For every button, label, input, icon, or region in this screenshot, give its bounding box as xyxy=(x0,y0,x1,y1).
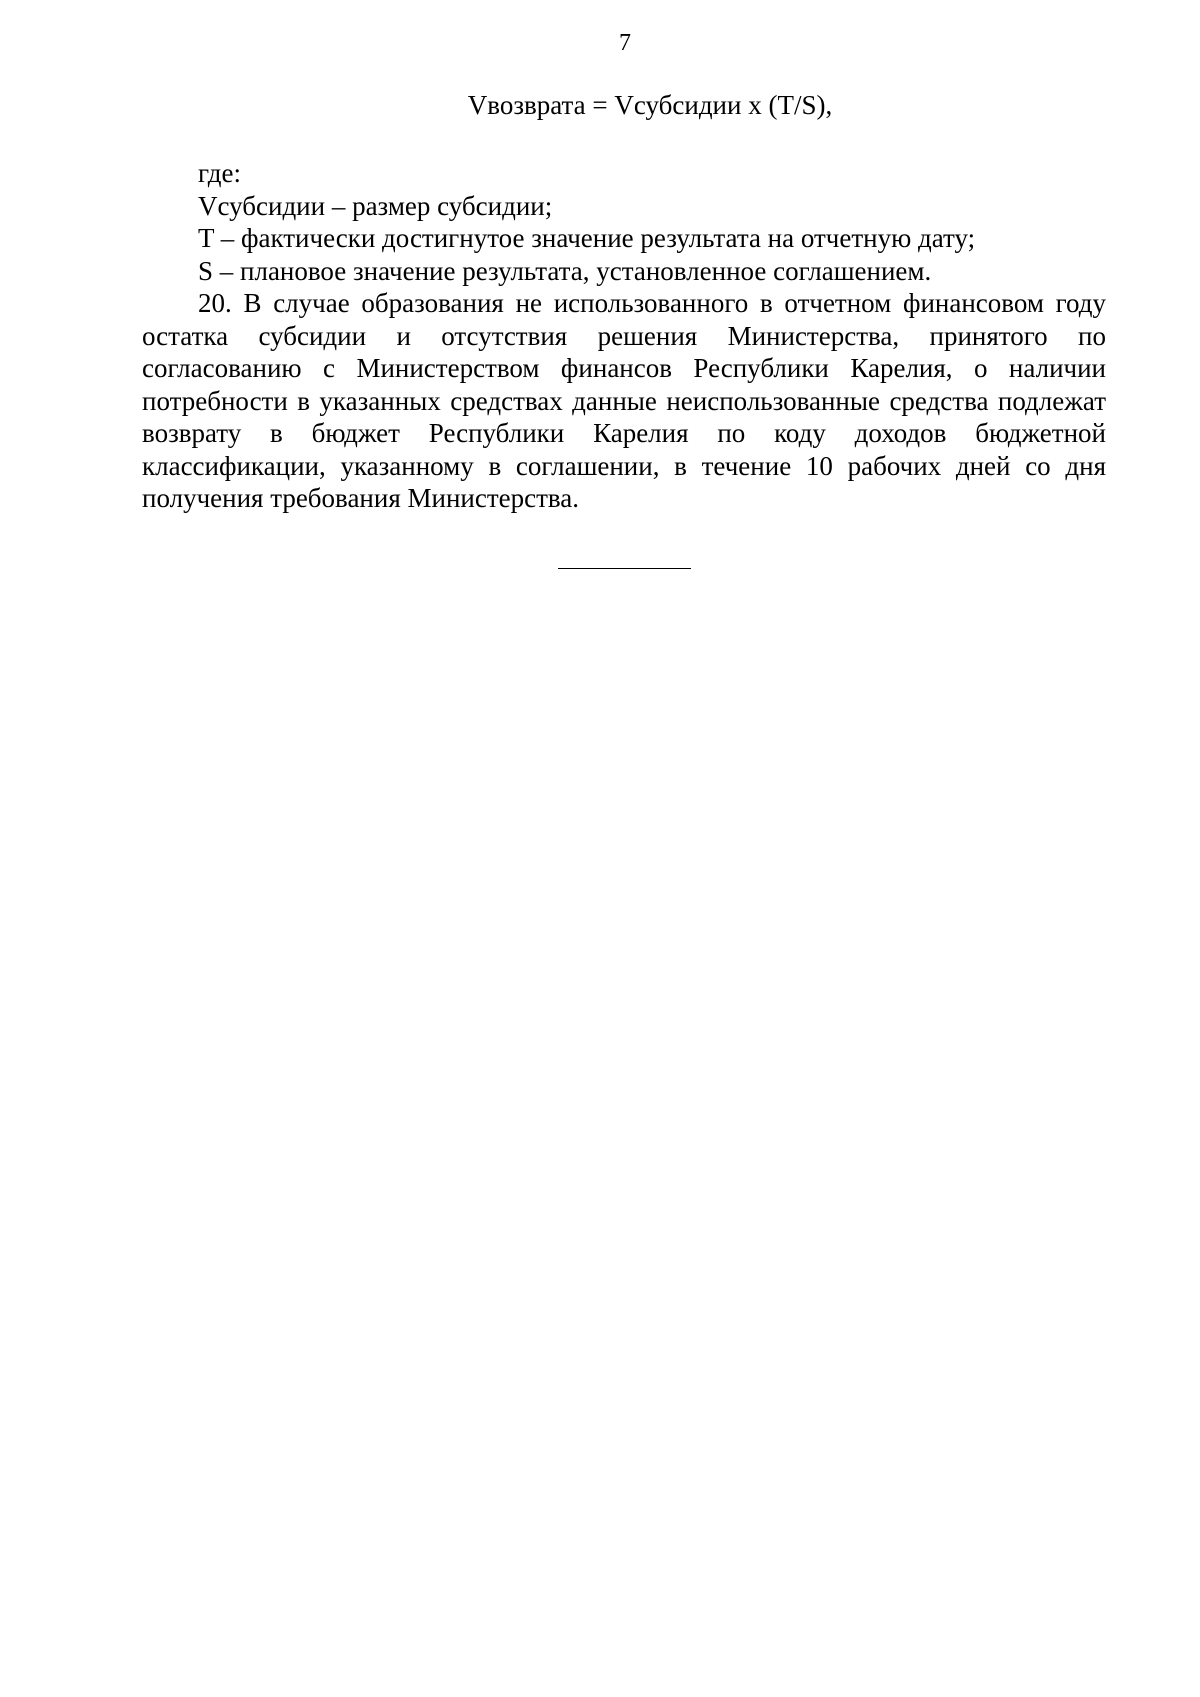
page-number: 7 xyxy=(619,30,631,56)
definition-subsidy-volume: Vсубсидии – размер субсидии; xyxy=(198,190,553,221)
definitions-intro: где: xyxy=(198,158,241,188)
document-body xyxy=(142,157,1106,515)
paragraph-20: 20. В случае образования не использованного в отчетном финансовом году остатка субсидии и отсутствия решения Министерства, принятого по согласованию с Министерством финансов Республики Карелия, о наличии потребности в указанных средствах данные неиспользованные средства подлежат возврату в бюджет Республики Карелия по коду доходов бюджетной классификации, указанному в соглашении, в течение 10 рабочих дней со дня получения требования Министерства. xyxy=(142,288,1106,513)
end-of-text-rule xyxy=(558,568,691,569)
return-formula: Vвозврата = Vсубсидии x (T/S), xyxy=(467,90,833,120)
definition-actual-result: T – фактически достигнутое значение результата на отчетную дату; xyxy=(198,223,976,253)
definition-planned-result: S – плановое значение результата, установленное соглашением. xyxy=(198,255,932,286)
